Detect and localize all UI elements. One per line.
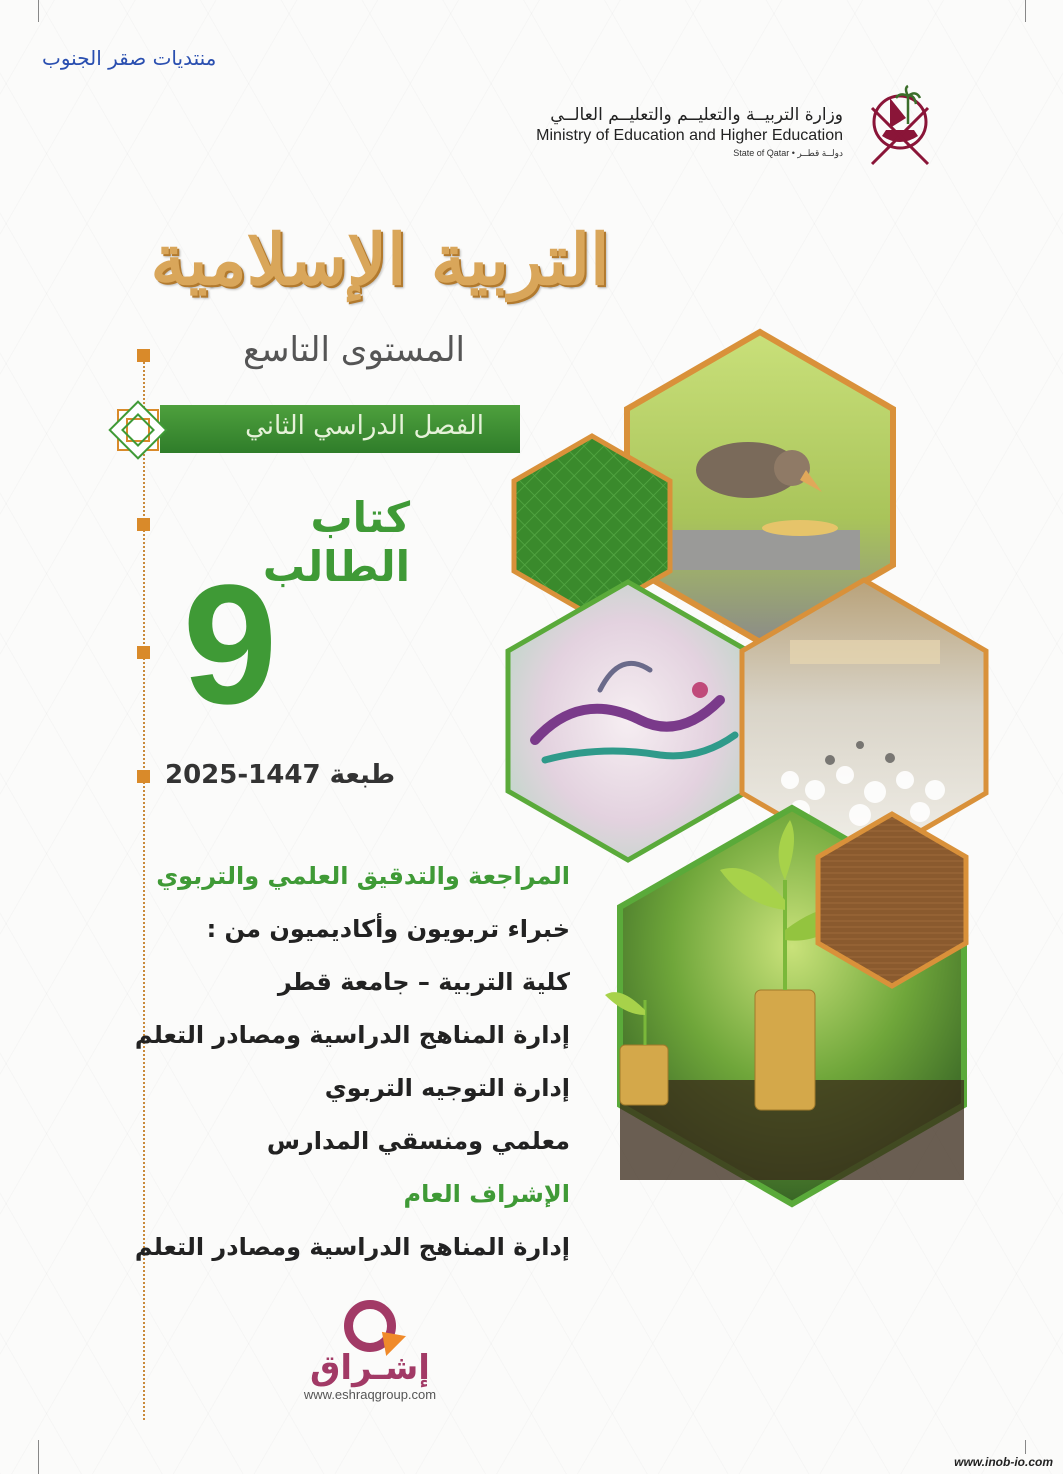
edition: طبعة 1447-2025 xyxy=(165,760,396,790)
state-name: State of Qatar • دولــة قطــر xyxy=(733,148,843,158)
grade-level: المستوى التاسع xyxy=(242,330,465,370)
credits-line: إدارة المناهج الدراسية ومصادر التعلم xyxy=(134,1233,570,1261)
book-type: كتاب الطالب xyxy=(262,493,410,591)
calligraphy-hexagon xyxy=(508,582,748,860)
credits-line: إدارة التوجيه التربوي xyxy=(324,1074,570,1102)
ministry-name-en: Ministry of Education and Higher Education xyxy=(536,127,843,144)
ministry-name-ar: وزارة التربيــة والتعليــم والتعليــم العالــي xyxy=(550,105,843,125)
credits-block xyxy=(100,864,570,1288)
grade-number: 9 xyxy=(182,550,278,740)
credits-line: كلية التربية – جامعة قطر xyxy=(277,968,570,996)
eshraq-logo-icon xyxy=(344,1300,396,1352)
watermark: www.inob-io.com xyxy=(954,1455,1053,1469)
credits-heading-review: المراجعة والتدقيق العلمي والتربوي xyxy=(156,862,570,890)
credits-line: معلمي ومنسقي المدارس xyxy=(266,1127,570,1155)
credits-heading-supervision: الإشراف العام xyxy=(403,1180,570,1208)
publisher-name: إشـراق xyxy=(310,1348,430,1388)
forum-name: منتديات صقر الجنوب xyxy=(42,46,217,70)
publisher-url: www.eshraqgroup.com xyxy=(303,1387,437,1403)
semester-label: الفصل الدراسي الثاني xyxy=(245,411,484,441)
book-title: التربية الإسلامية xyxy=(150,218,610,301)
publisher-logo xyxy=(290,1300,450,1402)
credits-line: خبراء تربويون وأكاديميون من : xyxy=(206,915,570,943)
credits-line: إدارة المناهج الدراسية ومصادر التعلم xyxy=(134,1021,570,1049)
